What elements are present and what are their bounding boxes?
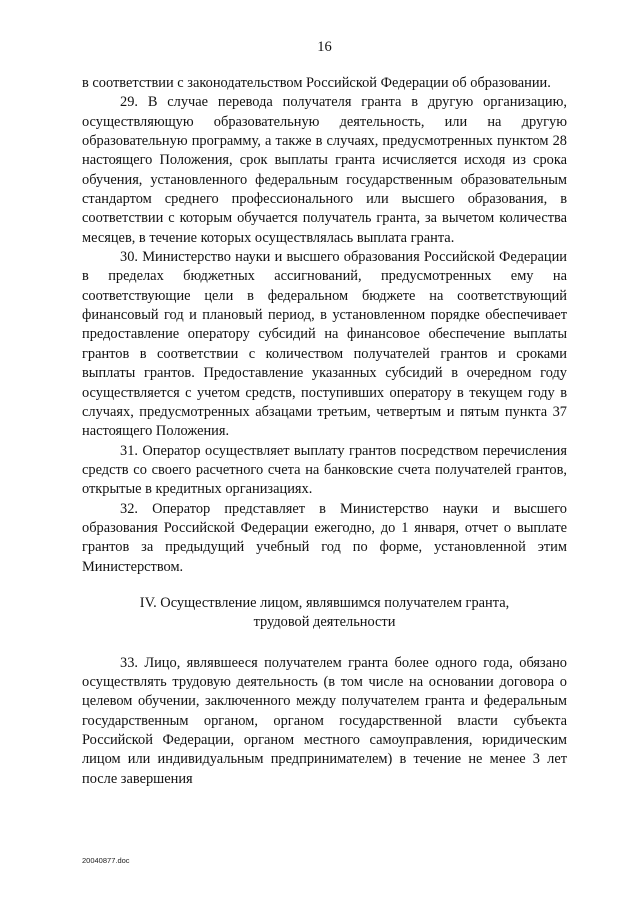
document-page [82,38,567,789]
footer-doc-name: 20040877.doc [82,856,130,865]
section-heading-line-1: IV. Осуществление лицом, являвшимся получателем гранта, [139,594,510,611]
paragraph-29: 29. В случае перевода получателя гранта в другую организацию, осуществляющую образовательную деятельность, или на другую образовательную программу, а также в случаях, предусмотренных пунктом 28 настоящего Положения, срок выплаты гранта исчисляется исходя из срока обучения, установленного федеральным государственным образовательным стандартом среднего профессионального или высшего образования, в соответствии с которым обучается получатель гранта, за вычетом количества месяцев, в течение которых осуществлялась выплата гранта. [82,94,567,246]
section-heading [82,594,567,633]
paragraph-31: 31. Оператор осуществляет выплату грантов посредством перечисления средств со своего расчетного счета на банковские счета получателей грантов, открытые в кредитных организациях. [82,442,567,498]
paragraph-continuation: в соответствии с законодательством Российской Федерации об образовании. [82,75,551,91]
paragraph-32: 32. Оператор представляет в Министерство науки и высшего образования Российской Федерации ежегодно, до 1 января, отчет о выплате грантов за предыдущий учебный год по форме, установленной этим Министерством. [82,500,567,575]
paragraph-33: 33. Лицо, являвшееся получателем гранта более одного года, обязано осуществлять трудовую деятельность (в том числе на основании договора о целевом обучении, заключенного между получателем гранта и федеральным государственным органом, органом государственной власти субъекта Российской Федерации, органом местного самоуправления, юридическим лицом или индивидуальным предпринимателем) в течение не менее 3 лет после завершения [82,654,567,787]
section-heading-line-2: трудовой деятельности [253,614,396,631]
page-number: 16 [317,39,332,55]
paragraph-30: 30. Министерство науки и высшего образования Российской Федерации в пределах бюджетных ассигнований, предусмотренных ему на соответствующие цели в федеральном бюджете на соответствующий финансовый год и плановый период, в установленном порядке обеспечивает предоставление оператору субсидий на финансовое обеспечение выплаты грантов в соответствии с количеством получателей грантов и сроками выплаты грантов. Предоставление указанных субсидий в очередном году осуществляется с учетом средств, поступивших оператору в текущем году в случаях, предусмотренных абзацами третьим, четвертым и пятым пункта 37 настоящего Положения. [82,249,567,440]
